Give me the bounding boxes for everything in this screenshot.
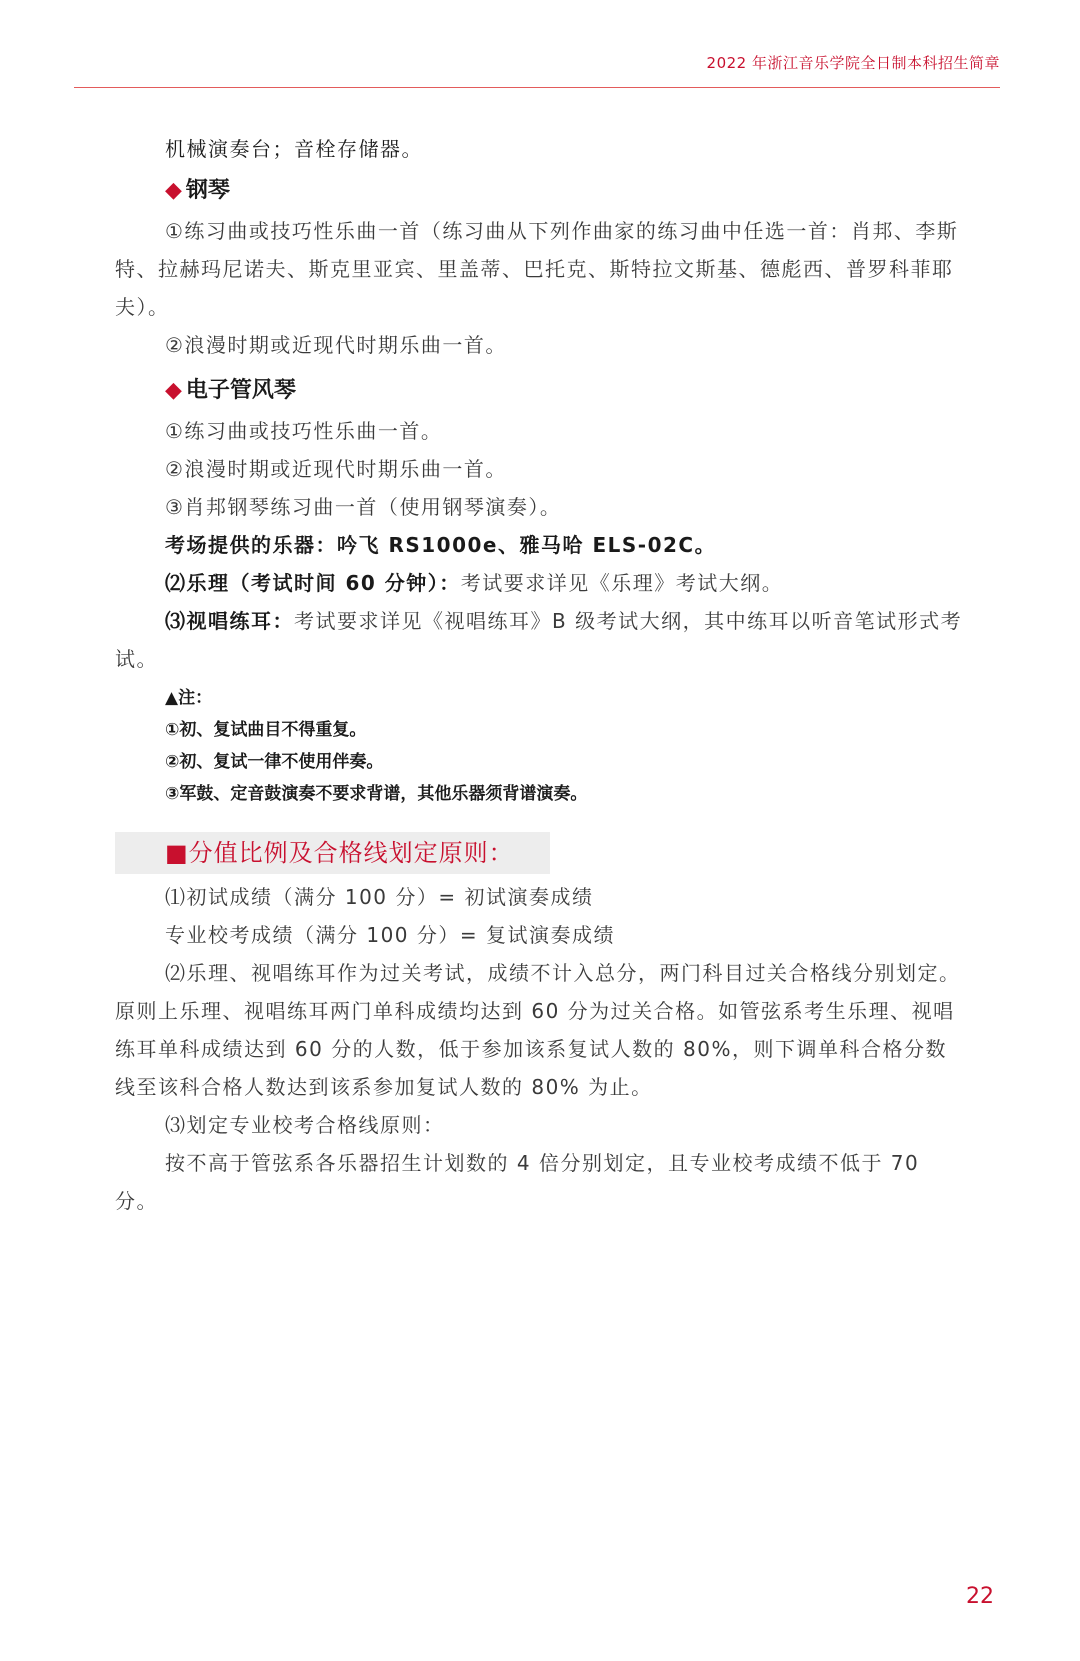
organ-item-2: ②浪漫时期或近现代时期乐曲一首。 xyxy=(165,457,507,481)
principle-paragraph: 按不高于管弦系各乐器招生计划数的 4 倍分别划定，且专业校考成绩不低于 70 分。 xyxy=(115,1151,920,1213)
piano-heading xyxy=(115,172,967,210)
note-item: ①初、复试曲目不得重复。 xyxy=(165,720,367,740)
score-line-1: ⑴初试成绩（满分 100 分）= 初试演奏成绩 xyxy=(165,885,594,909)
solfege-text: 考试要求详见《视唱练耳》B 级考试大纲，其中练耳以听音笔试形式考试。 xyxy=(115,609,963,671)
piano-item-1: ①练习曲或技巧性乐曲一首（练习曲从下列作曲家的练习曲中任选一首：肖邦、李斯特、拉赫玛尼诺夫、斯克里亚宾、里盖蒂、巴托克、斯特拉文斯基、德彪西、普罗科菲耶夫）。 xyxy=(115,219,959,319)
intro-line: 机械演奏台；音栓存储器。 xyxy=(165,137,423,161)
score-line-2: 专业校考成绩（满分 100 分）= 复试演奏成绩 xyxy=(165,923,616,947)
diamond-bullet-icon: ◆ xyxy=(165,178,182,203)
header-divider xyxy=(74,87,1000,88)
section-heading: ■分值比例及合格线划定原则： xyxy=(115,832,550,874)
page-header: 2022 年浙江音乐学院全日制本科招生简章 xyxy=(706,54,1000,72)
solfege-paragraph xyxy=(115,602,967,678)
pass-line-paragraph: ⑵乐理、视唱练耳作为过关考试，成绩不计入总分，两门科目过关合格线分别划定。原则上乐理、视唱练耳两门单科成绩均达到 60 分为过关合格。如管弦系考生乐理、视唱练耳单科成绩达到 60 分的人数，低于参加该系复试人数的 80%，则下调单科合格分数线至该科合格人数达到该系参加复试人数的 80% 为止。 xyxy=(115,961,961,1099)
piano-item-2: ②浪漫时期或近现代时期乐曲一首。 xyxy=(165,333,507,357)
solfege-label: ⑶视唱练耳： xyxy=(165,609,294,633)
organ-instruments: 考场提供的乐器：吟飞 RS1000e、雅马哈 ELS-02C。 xyxy=(165,533,717,557)
organ-item-1: ①练习曲或技巧性乐曲一首。 xyxy=(165,419,443,443)
organ-heading xyxy=(115,372,967,410)
diamond-bullet-icon: ◆ xyxy=(165,378,182,403)
notes-title: ▲注： xyxy=(165,688,213,708)
page-number: 22 xyxy=(966,1584,994,1609)
principle-heading: ⑶划定专业校考合格线原则： xyxy=(165,1113,445,1137)
note-item: ③军鼓、定音鼓演奏不要求背谱，其他乐器须背谱演奏。 xyxy=(165,784,588,804)
organ-heading-text: 电子管风琴 xyxy=(185,378,296,403)
page-body xyxy=(115,130,967,1220)
organ-item-3: ③肖邦钢琴练习曲一首（使用钢琴演奏）。 xyxy=(165,495,562,519)
piano-heading-text: 钢琴 xyxy=(185,178,230,203)
note-item: ②初、复试一律不使用伴奏。 xyxy=(165,752,384,772)
theory-paragraph xyxy=(115,564,967,602)
notes-block xyxy=(115,682,967,810)
theory-label: ⑵乐理（考试时间 60 分钟）： xyxy=(165,571,461,595)
theory-text: 考试要求详见《乐理》考试大纲。 xyxy=(460,571,784,595)
